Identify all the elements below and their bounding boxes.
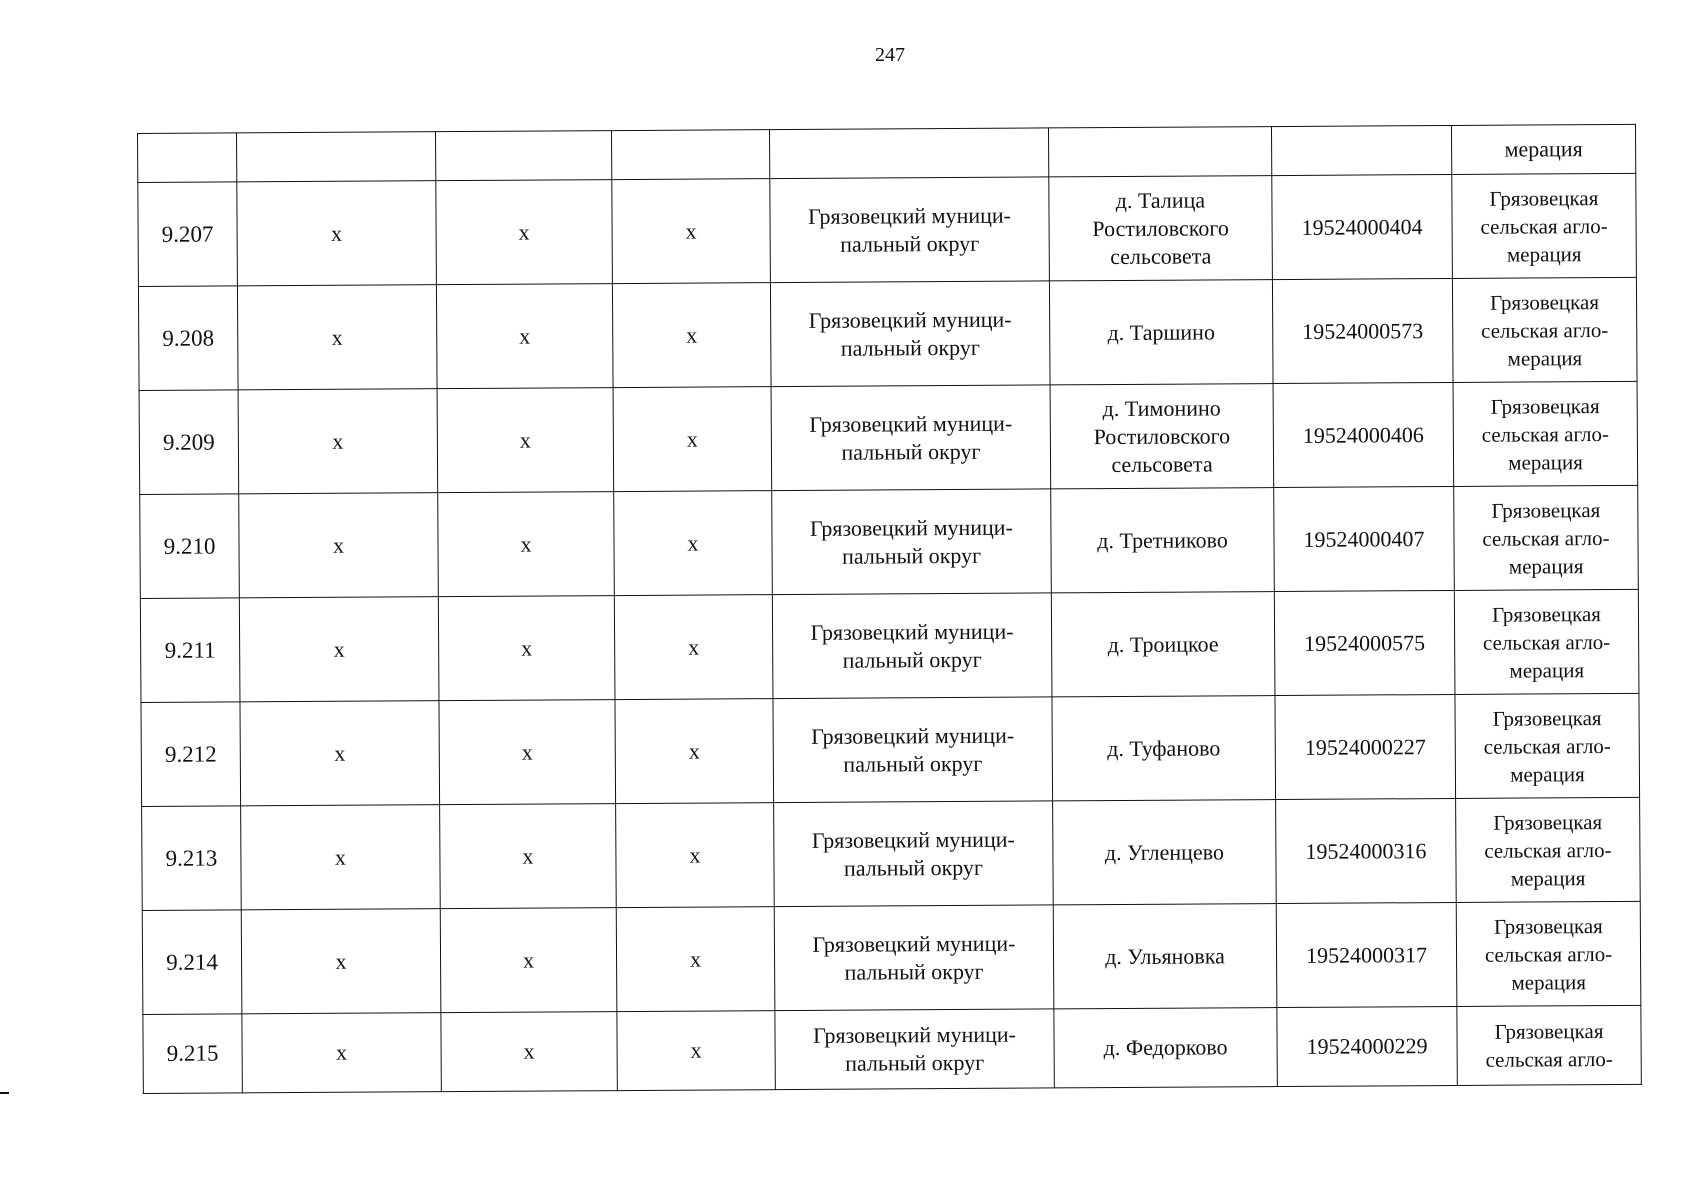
agglomeration-cell	[1452, 277, 1637, 382]
agglomeration-cell-line: Грязовецкая	[1492, 705, 1602, 731]
table-row	[138, 173, 1637, 286]
district-cell-line: Грязовецкий муници-	[810, 618, 1014, 645]
x-mark-cell: х	[438, 492, 615, 597]
head-cell-6	[1048, 127, 1271, 177]
district-cell-line: пальный округ	[843, 750, 983, 777]
head-cell-3	[435, 131, 611, 181]
agglomeration-cell-line: сельская агло-	[1484, 837, 1612, 863]
head-cell-4	[611, 130, 769, 180]
head-cell-8: мерация	[1451, 124, 1635, 174]
district-cell-line: Грязовецкий муници-	[807, 202, 1012, 229]
x-mark-cell: х	[437, 388, 614, 493]
district-cell-line: пальный округ	[842, 542, 982, 569]
agglomeration-cell	[1454, 589, 1639, 694]
x-mark-cell: х	[440, 804, 617, 909]
settlement-cell-line: д. Тимонино	[1102, 394, 1221, 421]
settlement-cell	[1054, 1008, 1277, 1088]
settlement-cell-line: д. Туфаново	[1107, 734, 1221, 761]
x-mark-cell: х	[616, 803, 775, 908]
settlement-cell-line: Ростиловского	[1093, 422, 1231, 449]
settlement-cell-line: д. Ульяновка	[1105, 942, 1225, 969]
table-row	[143, 1005, 1641, 1093]
head-cell-7	[1271, 125, 1451, 175]
x-mark-cell: х	[612, 179, 771, 284]
settlement-cell	[1050, 384, 1274, 489]
oktmo-code-cell: 19524000227	[1275, 694, 1456, 799]
page-number: 247	[875, 44, 905, 66]
oktmo-code-cell: 19524000406	[1273, 382, 1454, 487]
district-cell	[772, 593, 1052, 699]
agglomeration-cell-line: Грязовецкая	[1491, 497, 1601, 523]
agglomeration-cell-line: сельская агло-	[1482, 525, 1610, 551]
settlement-cell-line: д. Угленцево	[1104, 838, 1225, 865]
settlement-cell	[1053, 904, 1277, 1009]
district-cell-line: Грязовецкий муници-	[811, 826, 1015, 853]
agglomeration-cell-line: сельская агло-	[1484, 941, 1613, 967]
x-mark-cell: х	[241, 805, 441, 910]
district-cell-line: пальный округ	[843, 854, 984, 881]
agglomeration-cell-line: сельская агло-	[1480, 213, 1608, 239]
agglomeration-cell	[1453, 381, 1638, 486]
district-cell	[775, 1009, 1054, 1090]
district-cell	[771, 385, 1051, 491]
agglomeration-cell	[1456, 901, 1641, 1006]
oktmo-code-cell: 19524000316	[1276, 798, 1457, 903]
x-mark-cell: х	[237, 285, 437, 390]
x-mark-cell: х	[436, 284, 613, 389]
head-cell-1	[138, 133, 237, 183]
margin-tick-mark	[0, 1092, 9, 1094]
x-mark-cell: х	[616, 907, 775, 1012]
agglomeration-cell-line: Грязовецкая	[1494, 1019, 1604, 1044]
district-cell	[772, 489, 1052, 595]
agglomeration-cell-line: сельская агло-	[1481, 421, 1610, 447]
row-number-cell: 9.208	[138, 286, 238, 391]
settlement-cell	[1052, 696, 1276, 801]
agglomeration-cell-line: мерация	[1506, 241, 1582, 267]
row-number-cell: 9.209	[139, 390, 239, 495]
agglomeration-cell	[1454, 485, 1639, 590]
district-cell	[774, 905, 1054, 1011]
agglomeration-cell-line: мерация	[1508, 553, 1584, 579]
district-cell-line: Грязовецкий муници-	[812, 1021, 1017, 1048]
agglomeration-cell	[1455, 693, 1640, 798]
district-cell-line: Грязовецкий муници-	[811, 722, 1015, 749]
district-cell	[770, 281, 1050, 387]
oktmo-code-cell: 19524000404	[1272, 174, 1453, 279]
settlement-cell	[1053, 800, 1277, 905]
oktmo-code-cell: 19524000575	[1274, 590, 1455, 695]
district-cell-line: пальный округ	[845, 1049, 985, 1076]
settlement-cell-line: сельсовета	[1111, 450, 1213, 477]
agglomeration-cell-line: мерация	[1507, 345, 1583, 371]
district-cell-line: пальный округ	[840, 334, 980, 361]
x-mark-cell: х	[237, 181, 437, 286]
row-number-cell: 9.212	[141, 702, 241, 807]
x-mark-cell: х	[240, 701, 440, 806]
agglomeration-cell-line: Грязовецкая	[1489, 185, 1599, 211]
row-number-cell: 9.210	[140, 494, 240, 599]
oktmo-code-cell: 19524000317	[1276, 902, 1457, 1007]
district-cell-line: Грязовецкий муници-	[809, 514, 1013, 541]
agglomeration-cell	[1457, 1005, 1641, 1085]
row-number-cell: 9.214	[142, 910, 242, 1015]
settlement-cell	[1051, 488, 1275, 593]
x-mark-cell: х	[239, 597, 439, 702]
table-row	[142, 901, 1641, 1014]
head-cell-5	[769, 128, 1048, 179]
row-number-cell: 9.215	[143, 1014, 242, 1094]
settlement-cell	[1049, 280, 1273, 385]
x-mark-cell: х	[242, 1013, 441, 1093]
agglomeration-cell	[1456, 797, 1641, 902]
district-cell-line: Грязовецкий муници-	[812, 930, 1016, 957]
x-mark-cell: х	[438, 596, 615, 701]
table-row	[141, 693, 1640, 806]
x-mark-cell: х	[436, 180, 613, 285]
settlement-cell-line: д. Таршино	[1107, 318, 1215, 345]
agglomeration-cell-line: сельская агло-	[1481, 317, 1609, 343]
oktmo-code-cell: 19524000573	[1272, 278, 1453, 383]
agglomeration-cell-line: мерация	[1509, 657, 1585, 683]
head-cell-2	[237, 132, 436, 182]
agglomeration-cell-line: мерация	[1511, 969, 1587, 995]
settlement-cell-line: д. Федорково	[1103, 1034, 1228, 1061]
table-row	[139, 381, 1638, 494]
agglomeration-cell-line: мерация	[1510, 865, 1586, 891]
agglomeration-cell-line: Грязовецкая	[1493, 809, 1603, 835]
table-row	[138, 277, 1637, 390]
x-mark-cell: х	[239, 493, 439, 598]
table-row	[140, 589, 1639, 702]
agglomeration-cell	[1452, 173, 1637, 278]
row-number-cell: 9.213	[142, 806, 242, 911]
x-mark-cell: х	[613, 387, 772, 492]
x-mark-cell: х	[615, 699, 774, 804]
x-mark-cell: х	[440, 908, 617, 1013]
table-row	[140, 485, 1639, 598]
settlement-cell	[1049, 176, 1273, 281]
agglomeration-cell-line: Грязовецкая	[1490, 393, 1600, 419]
agglomeration-cell-line: мерация	[1510, 761, 1585, 787]
table-body	[138, 124, 1642, 1093]
agglomeration-cell-line: Грязовецкая	[1490, 289, 1600, 315]
x-mark-cell: х	[241, 909, 441, 1014]
table-row	[142, 797, 1641, 910]
settlements-table	[137, 124, 1642, 1094]
x-mark-cell: х	[441, 1012, 617, 1092]
x-mark-cell: х	[439, 700, 616, 805]
district-cell	[773, 697, 1053, 803]
agglomeration-cell-line: сельская агло-	[1485, 1047, 1613, 1072]
settlement-cell-line: Ростиловского	[1092, 214, 1229, 241]
district-cell	[774, 801, 1054, 907]
district-cell	[770, 177, 1050, 283]
district-cell-line: пальный округ	[840, 230, 980, 257]
settlement-cell	[1051, 592, 1275, 697]
district-cell-line: пальный округ	[841, 438, 981, 465]
district-cell-line: пальный округ	[842, 646, 982, 673]
x-mark-cell: х	[614, 595, 773, 700]
agglomeration-cell-line: Грязовецкая	[1493, 913, 1603, 939]
row-number-cell: 9.211	[140, 598, 240, 703]
settlement-cell-line: сельсовета	[1110, 242, 1212, 269]
agglomeration-cell-line: сельская агло-	[1483, 733, 1611, 759]
district-cell-line: пальный округ	[844, 958, 984, 985]
row-number-cell: 9.207	[138, 182, 238, 287]
oktmo-code-cell: 19524000229	[1277, 1006, 1457, 1086]
x-mark-cell: х	[617, 1011, 775, 1091]
agglomeration-cell-line: сельская агло-	[1482, 629, 1611, 655]
agglomeration-cell-line: мерация	[1508, 449, 1583, 475]
district-cell-line: Грязовецкий муници-	[808, 306, 1012, 333]
oktmo-code-cell: 19524000407	[1274, 486, 1455, 591]
x-mark-cell: х	[612, 283, 771, 388]
settlement-cell-line: д. Третниково	[1097, 526, 1228, 553]
agglomeration-cell-line: Грязовецкая	[1491, 601, 1601, 627]
settlement-cell-line: д. Талица	[1115, 186, 1206, 213]
x-mark-cell: х	[238, 389, 438, 494]
table-container	[137, 124, 1642, 1094]
x-mark-cell: х	[614, 491, 773, 596]
district-cell-line: Грязовецкий муници-	[809, 410, 1013, 437]
settlement-cell-line: д. Троицкое	[1107, 630, 1219, 657]
